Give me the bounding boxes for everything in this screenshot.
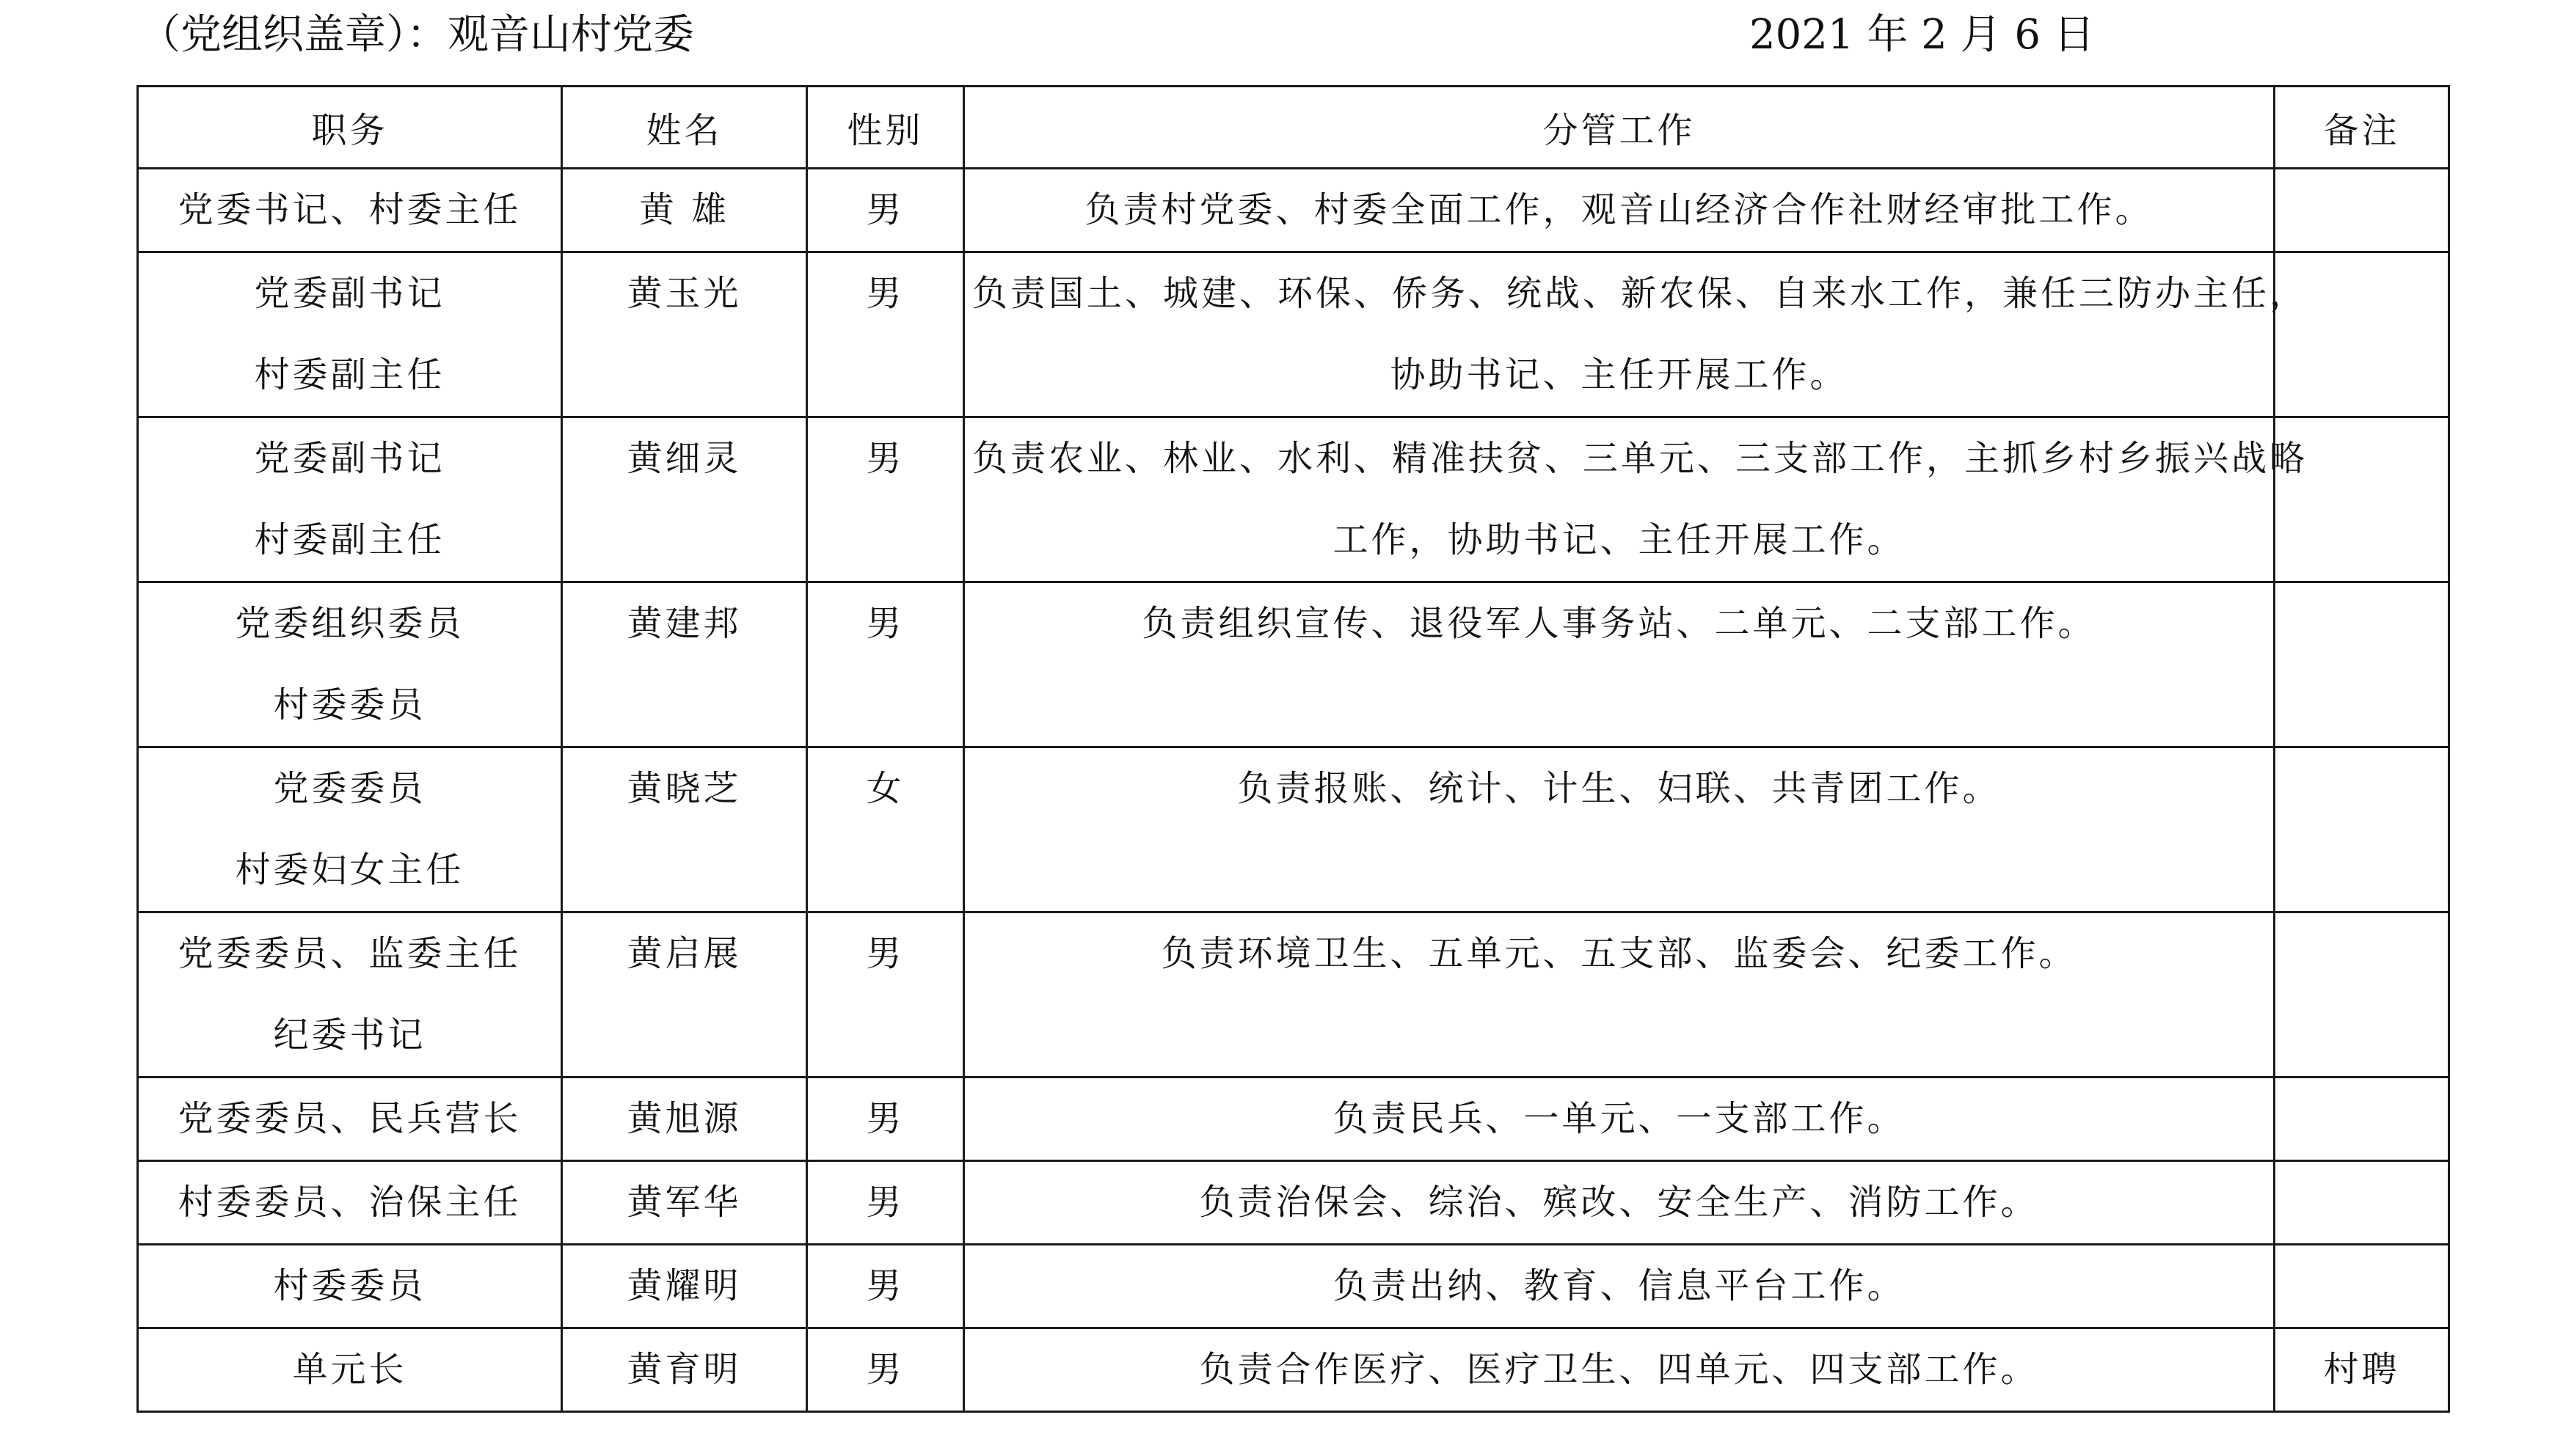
cell-gender	[807, 417, 964, 582]
duty-line: 负责环境卫生、五单元、五支部、监委会、纪委工作。	[1161, 933, 2077, 974]
table-row	[138, 912, 2449, 1078]
cell-name	[562, 582, 807, 747]
column-header-name: 姓名	[562, 87, 807, 169]
cell-name	[562, 912, 807, 1078]
cell-name	[562, 169, 807, 252]
position-line: 村委副主任	[254, 354, 445, 395]
cell-note	[2275, 1328, 2449, 1412]
cell-position	[138, 747, 562, 912]
person-gender: 男	[866, 1182, 905, 1223]
duty-line: 协助书记、主任开展工作。	[1390, 354, 1848, 395]
cell-position	[138, 417, 562, 582]
duty-line: 负责治保会、综治、殡改、安全生产、消防工作。	[1199, 1182, 2039, 1223]
cell-name	[562, 252, 807, 417]
cell-duty	[964, 747, 2275, 912]
person-gender: 男	[866, 273, 905, 314]
person-name: 黄旭源	[627, 1098, 742, 1139]
cell-gender	[807, 747, 964, 912]
cell-duty	[964, 582, 2275, 747]
person-gender: 女	[866, 768, 905, 809]
position-line: 党委委员、监委主任	[178, 933, 522, 974]
duty-roster-table	[136, 85, 2450, 1413]
document-header	[139, 6, 2442, 65]
position-line: 党委组织委员	[235, 603, 464, 644]
position-line: 村委委员	[273, 1265, 426, 1306]
table-row	[138, 252, 2449, 417]
cell-name	[562, 1078, 807, 1161]
duty-line: 负责出纳、教育、信息平台工作。	[1332, 1265, 1906, 1306]
position-line: 村委委员、治保主任	[178, 1182, 522, 1223]
position-line: 党委委员	[273, 768, 426, 809]
table-row	[138, 417, 2449, 582]
person-gender: 男	[866, 438, 905, 479]
person-gender: 男	[866, 1349, 905, 1390]
table-row	[138, 1328, 2449, 1412]
cell-position	[138, 1161, 562, 1245]
cell-gender	[807, 169, 964, 252]
person-name: 黄晓芝	[627, 768, 742, 809]
person-name: 黄军华	[627, 1182, 742, 1223]
cell-gender	[807, 1328, 964, 1412]
person-gender: 男	[866, 933, 905, 974]
cell-position	[138, 1245, 562, 1328]
cell-note	[2275, 1245, 2449, 1328]
person-name: 黄育明	[627, 1349, 742, 1390]
position-line: 纪委书记	[273, 1014, 426, 1056]
duty-line: 负责组织宣传、退役军人事务站、二单元、二支部工作。	[1142, 603, 2096, 644]
person-gender: 男	[866, 189, 905, 230]
cell-note	[2275, 1078, 2449, 1161]
duty-line: 工作，协助书记、主任开展工作。	[1332, 519, 1906, 560]
cell-position	[138, 1078, 562, 1161]
cell-gender	[807, 1078, 964, 1161]
cell-name	[562, 1245, 807, 1328]
cell-duty	[964, 912, 2275, 1078]
cell-note	[2275, 169, 2449, 252]
cell-duty	[964, 252, 2308, 417]
position-line: 村委副主任	[254, 519, 445, 560]
table-row	[138, 747, 2449, 912]
cell-position	[138, 582, 562, 747]
person-name: 黄玉光	[627, 273, 742, 314]
cell-gender	[807, 582, 964, 747]
table-body	[138, 169, 2449, 1412]
person-gender: 男	[866, 1265, 905, 1306]
cell-duty	[964, 1161, 2275, 1245]
column-header-note: 备注	[2275, 87, 2449, 169]
table-row	[138, 1161, 2449, 1245]
person-name: 黄细灵	[627, 438, 742, 479]
cell-gender	[807, 252, 964, 417]
cell-duty	[964, 1078, 2275, 1161]
cell-position	[138, 1328, 562, 1412]
cell-note	[2275, 582, 2449, 747]
table-row	[138, 1078, 2449, 1161]
person-name: 黄耀明	[627, 1265, 742, 1306]
org-stamp-label: （党组织盖章）：观音山村党委	[139, 11, 694, 59]
cell-name	[562, 1161, 807, 1245]
position-line: 党委书记、村委主任	[178, 189, 522, 230]
column-header-gender: 性别	[807, 87, 964, 169]
person-gender: 男	[866, 603, 905, 644]
cell-position	[138, 252, 562, 417]
duty-line: 负责农业、林业、水利、精准扶贫、三单元、三支部工作，主抓乡村乡振兴战略	[972, 438, 2308, 479]
position-line: 党委副书记	[254, 273, 445, 314]
note-text: 村聘	[2323, 1349, 2400, 1390]
document-date: 2021 年 2 月 6 日	[1749, 11, 2095, 59]
person-name: 黄建邦	[627, 603, 742, 644]
person-name: 黄 雄	[638, 189, 730, 230]
duty-line: 负责民兵、一单元、一支部工作。	[1332, 1098, 1906, 1139]
duty-line: 负责合作医疗、医疗卫生、四单元、四支部工作。	[1199, 1349, 2039, 1390]
position-line: 村委妇女主任	[235, 849, 464, 890]
cell-note	[2275, 1161, 2449, 1245]
cell-position	[138, 912, 562, 1078]
position-line: 村委委员	[273, 684, 426, 725]
cell-name	[562, 417, 807, 582]
cell-note	[2275, 747, 2449, 912]
cell-duty	[964, 1245, 2275, 1328]
cell-duty	[964, 417, 2308, 582]
table-row	[138, 582, 2449, 747]
cell-note	[2275, 912, 2449, 1078]
position-line: 单元长	[292, 1349, 407, 1390]
person-gender: 男	[866, 1098, 905, 1139]
cell-gender	[807, 912, 964, 1078]
position-line: 党委委员、民兵营长	[178, 1098, 522, 1139]
table-row	[138, 169, 2449, 252]
cell-duty	[964, 169, 2275, 252]
column-header-position: 职务	[138, 87, 562, 169]
duty-line: 负责报账、统计、计生、妇联、共青团工作。	[1237, 768, 2001, 809]
table-header-row	[138, 87, 2449, 169]
position-line: 党委副书记	[254, 438, 445, 479]
duty-line: 负责村党委、村委全面工作，观音山经济合作社财经审批工作。	[1084, 189, 2154, 230]
cell-name	[562, 1328, 807, 1412]
duty-line: 负责国土、城建、环保、侨务、统战、新农保、自来水工作，兼任三防办主任，	[972, 273, 2308, 314]
cell-position	[138, 169, 562, 252]
cell-gender	[807, 1245, 964, 1328]
cell-gender	[807, 1161, 964, 1245]
cell-name	[562, 747, 807, 912]
person-name: 黄启展	[627, 933, 742, 974]
column-header-duty: 分管工作	[964, 87, 2275, 169]
table-row	[138, 1245, 2449, 1328]
cell-duty	[964, 1328, 2275, 1412]
